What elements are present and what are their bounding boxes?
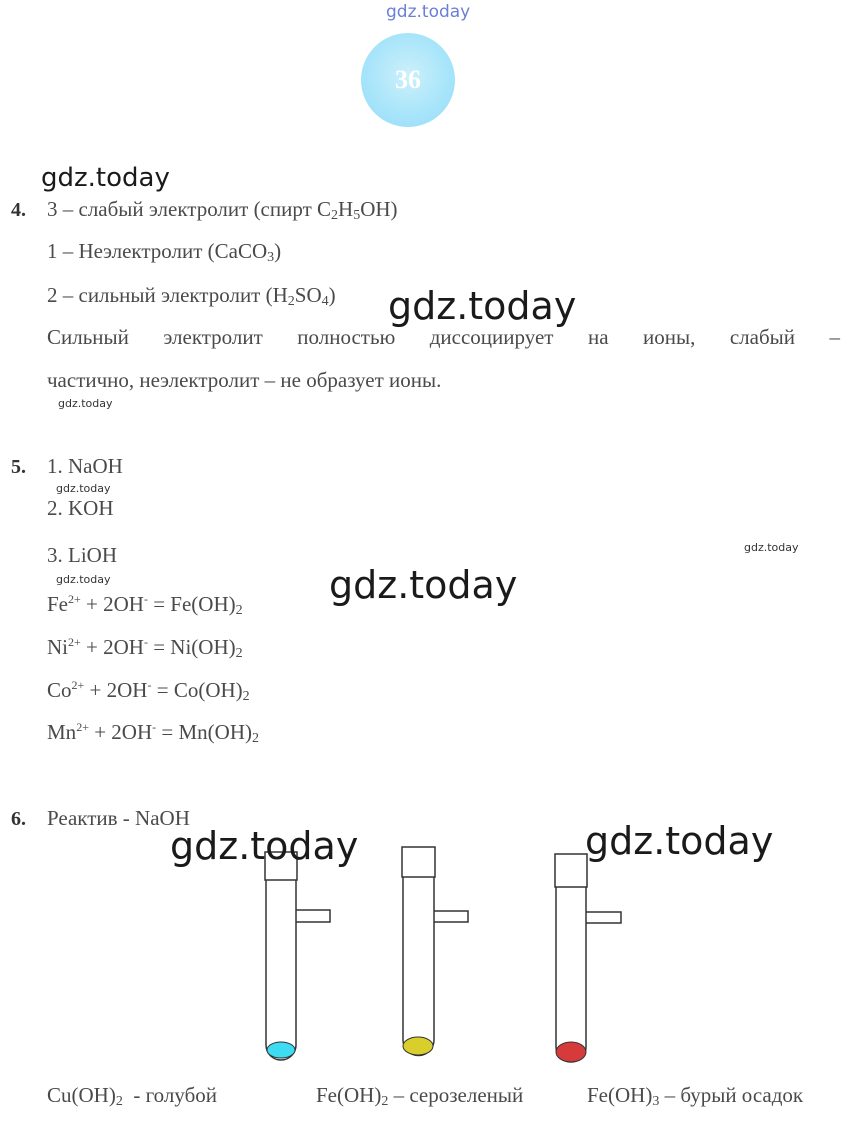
watermark-top: gdz.today xyxy=(386,2,471,22)
task-5-item: 2. KOH xyxy=(47,496,114,520)
precipitate-cu xyxy=(267,1042,295,1058)
watermark: gdz.today xyxy=(170,824,359,868)
watermark: gdz.today xyxy=(58,397,113,410)
test-tube-2 xyxy=(402,847,468,1056)
task-5-number: 5. xyxy=(11,456,26,478)
task-4-number: 4. xyxy=(11,199,26,221)
task-4-line-1: 3 – слабый электролит (спирт $C_2H_5OH$) xyxy=(47,197,398,223)
watermark: gdz.today xyxy=(744,541,799,554)
watermark: gdz.today xyxy=(388,284,577,328)
page-number: 36 xyxy=(395,65,421,94)
watermark: gdz.today xyxy=(329,563,518,607)
test-tube-3 xyxy=(555,854,621,1062)
task-4-line-2: 1 – Неэлектролит (CaCO$_3$) xyxy=(47,239,282,265)
task-5-item: 1. NaOH xyxy=(47,454,123,478)
equation-ni: $Ni^{2+} + 2OH^- = Ni(OH)_2$ xyxy=(47,635,243,661)
watermark: gdz.today xyxy=(41,163,170,193)
caption-cu-oh-2: $Cu(OH)_2$ - голубой xyxy=(47,1083,218,1109)
task-6-number: 6. xyxy=(11,808,26,830)
task-4-paragraph-line-2: частично, неэлектролит – не образует ионы. xyxy=(47,368,442,392)
precipitate-fe3 xyxy=(556,1042,586,1062)
precipitate-fe2 xyxy=(403,1037,433,1055)
watermark: gdz.today xyxy=(56,573,111,586)
task-4-paragraph-line-1: Сильный электролит полностью диссоциирует на ионы, слабый – xyxy=(47,325,840,349)
caption-fe-oh-3: $Fe(OH)_3$ – бурый осадок xyxy=(587,1083,804,1109)
test-tube-1 xyxy=(265,852,330,1060)
equation-co: $Co^{2+} + 2OH^- = Co(OH)_2$ xyxy=(47,678,250,704)
equation-mn: $Mn^{2+} + 2OH^- = Mn(OH)_2$ xyxy=(47,720,259,746)
task-6-reagent: Реактив - NaOH xyxy=(47,806,190,830)
watermark: gdz.today xyxy=(56,482,111,495)
task-4-line-3: 2 – сильный электролит $(H_2SO_4)$ xyxy=(47,283,336,309)
task-5-item: 3. LiOH xyxy=(47,543,117,567)
equation-fe: $Fe^{2+} + 2OH^- = Fe(OH)_2$ xyxy=(47,592,243,618)
watermark: gdz.today xyxy=(585,819,774,863)
caption-fe-oh-2: $Fe(OH)_2$ – серозеленый xyxy=(316,1083,524,1109)
